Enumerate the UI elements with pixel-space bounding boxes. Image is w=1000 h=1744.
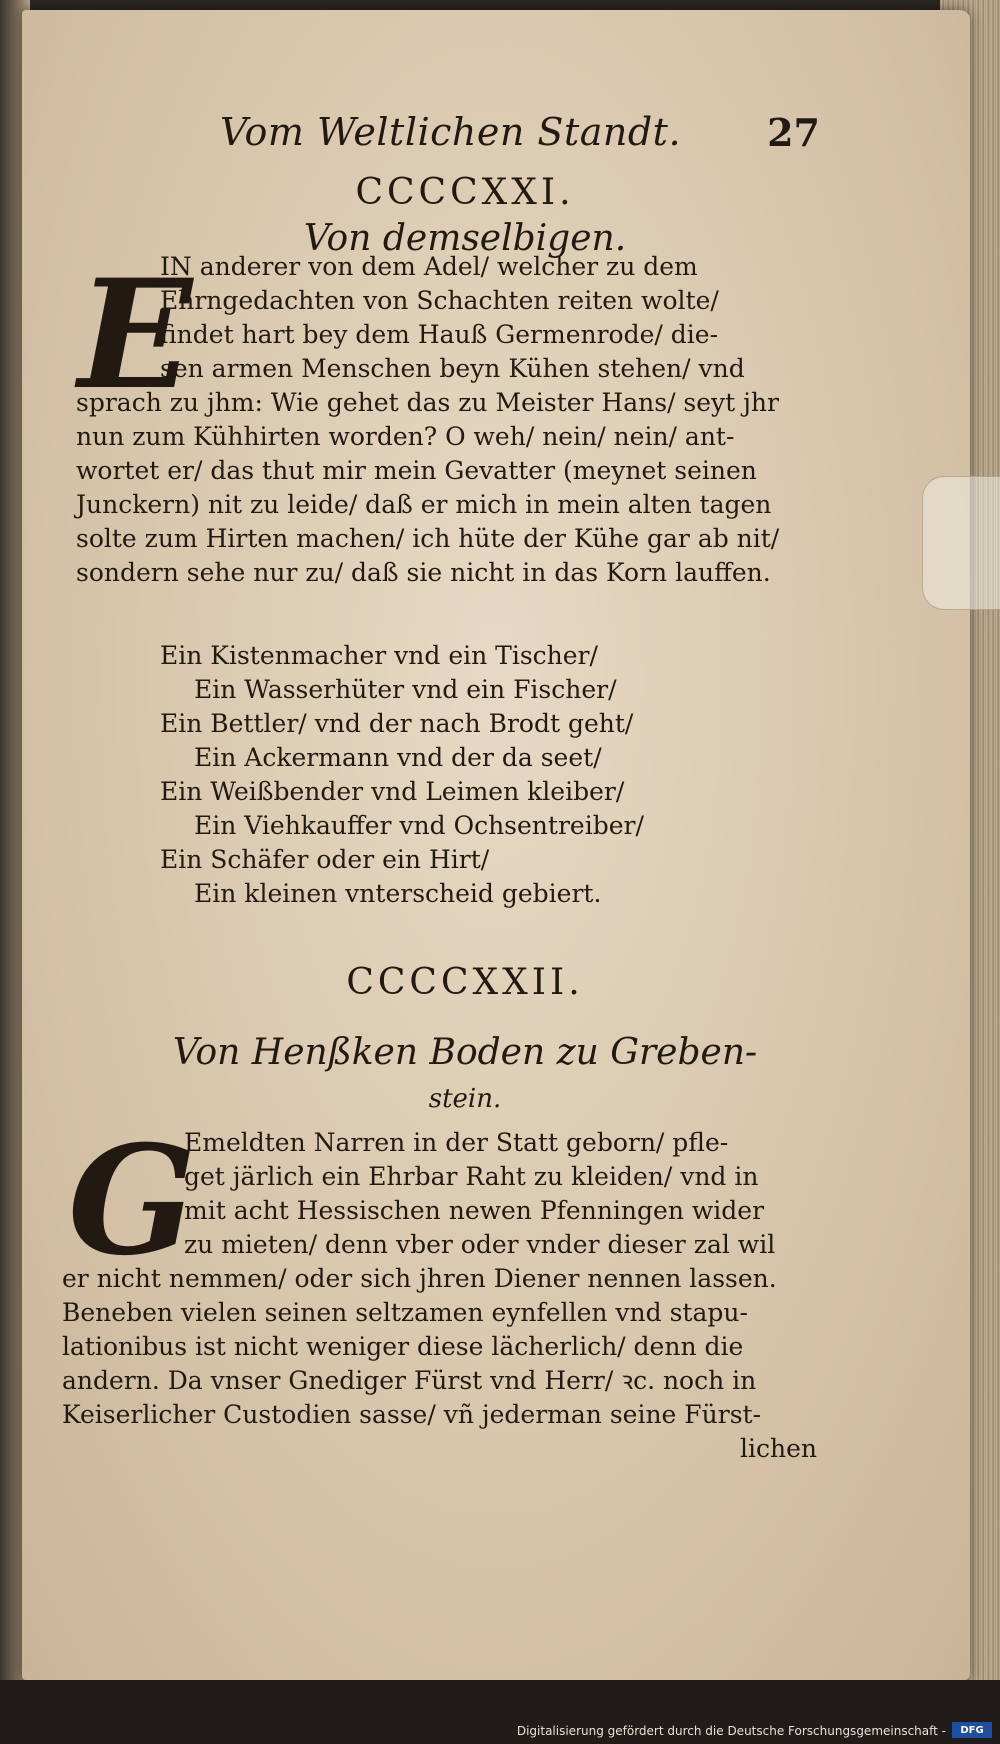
decorated-initial: G xyxy=(68,1113,197,1289)
prose-line: Keiserlicher Custodien sasse/ vñ jederman seine Fürst- xyxy=(62,1400,762,1429)
prose-line: wortet er/ das thut mir mein Gevatter (meynet seinen xyxy=(76,456,757,485)
verse-line: Ein Viehkauffer vnd Ochsentreiber/ xyxy=(194,811,644,840)
prose-line: Beneben vielen seinen seltzamen eynfellen vnd stapu- xyxy=(62,1298,748,1327)
section-numeral: CCCCXXI. xyxy=(355,172,575,213)
verse-line: Ein kleinen vnterscheid gebiert. xyxy=(194,879,602,908)
prose-line: solte zum Hirten machen/ ich hüte der Kühe gar ab nit/ xyxy=(76,524,780,553)
prose-line: andern. Da vnser Gnediger Fürst vnd Herr/ ꝛc. noch in xyxy=(62,1366,757,1395)
page-header xyxy=(200,110,820,160)
prose-line: IN anderer von dem Adel/ welcher zu dem xyxy=(160,252,698,281)
verse-line: Ein Wasserhüter vnd ein Fischer/ xyxy=(194,675,617,704)
page-number: 27 xyxy=(767,110,820,155)
prose-line: get järlich ein Ehrbar Raht zu kleiden/ vnd in xyxy=(184,1162,759,1191)
prose-line: sondern sehe nur zu/ daß sie nicht in das Korn lauffen. xyxy=(76,558,771,587)
prose-line: findet hart bey dem Hauß Germenrode/ die- xyxy=(160,320,719,349)
verse-line: Ein Kistenmacher vnd ein Tischer/ xyxy=(160,641,598,670)
section-numeral: CCCCXXII. xyxy=(346,962,584,1003)
running-head: Vom Weltlichen Standt. xyxy=(220,110,682,154)
verse-line: Ein Weißbender vnd Leimen kleiber/ xyxy=(160,777,625,806)
prose-line: nun zum Kühhirten worden? O weh/ nein/ nein/ ant- xyxy=(76,422,735,451)
bookmark-tab xyxy=(922,476,1000,610)
prose-line: sen armen Menschen beyn Kühen stehen/ vnd xyxy=(160,354,745,383)
prose-line: Junckern) nit zu leide/ daß er mich in mein alten tagen xyxy=(76,490,772,519)
dfg-logo: DFG xyxy=(952,1722,992,1738)
prose-line: Emeldten Narren in der Statt geborn/ pfle- xyxy=(184,1128,729,1157)
verse-line: Ein Bettler/ vnd der nach Brodt geht/ xyxy=(160,709,634,738)
prose-line: mit acht Hessischen newen Pfenningen wider xyxy=(184,1196,765,1225)
decorated-initial: E xyxy=(78,247,193,423)
prose-line: Ehrngedachten von Schachten reiten wolte/ xyxy=(160,286,719,315)
section-title: Von demselbigen. xyxy=(303,218,627,259)
prose-line: zu mieten/ denn vber oder vnder dieser zal wil xyxy=(184,1230,776,1259)
catchword: lichen xyxy=(740,1434,817,1463)
digitization-credit: Digitalisierung gefördert durch die Deutsche Forschungsgemeinschaft - xyxy=(516,1724,946,1738)
prose-line: er nicht nemmen/ oder sich jhren Diener nennen lassen. xyxy=(62,1264,777,1293)
section-title-continuation: stein. xyxy=(428,1084,502,1114)
section-title: Von Henßken Boden zu Greben- xyxy=(172,1032,758,1073)
verse-line: Ein Schäfer oder ein Hirt/ xyxy=(160,845,490,874)
prose-line: lationibus ist nicht weniger diese lächerlich/ denn die xyxy=(62,1332,744,1361)
prose-line: sprach zu jhm: Wie gehet das zu Meister Hans/ seyt jhr xyxy=(76,388,779,417)
verse-line: Ein Ackermann vnd der da seet/ xyxy=(194,743,602,772)
